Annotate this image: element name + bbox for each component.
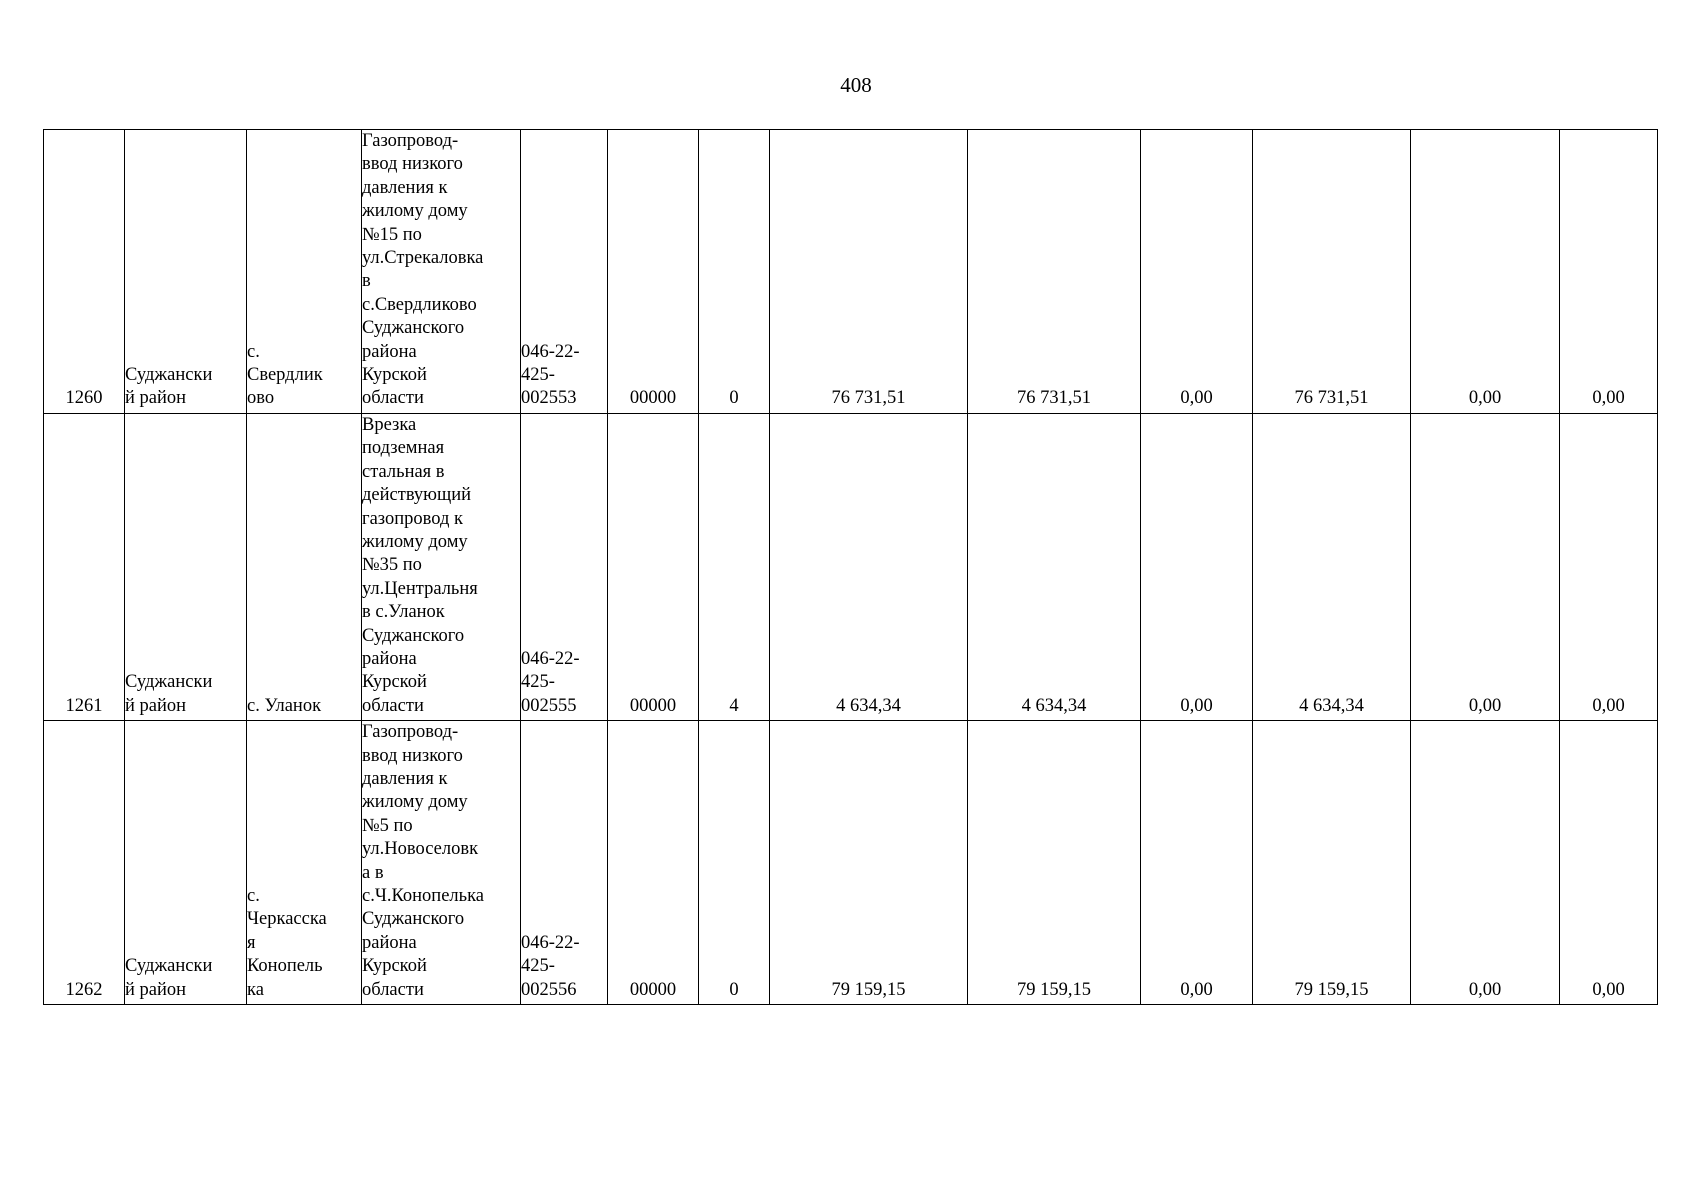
quantity-cell: 0 (699, 130, 770, 414)
table-row (44, 413, 1658, 720)
settlement-cell: с. Черкасска я Конопель ка (247, 721, 362, 1005)
value-cell: 0,00 (1560, 721, 1658, 1005)
value-cell: 4 634,34 (770, 413, 968, 720)
table-row (44, 721, 1658, 1005)
row-number-cell: 1260 (44, 130, 125, 414)
page-number: 408 (840, 73, 872, 97)
code-zeros-cell: 00000 (608, 413, 699, 720)
inventory-code-cell: 046-22- 425- 002555 (521, 413, 608, 720)
value-cell: 4 634,34 (1253, 413, 1411, 720)
settlement-cell: с. Уланок (247, 413, 362, 720)
value-cell: 0,00 (1411, 413, 1560, 720)
row-number-cell: 1262 (44, 721, 125, 1005)
value-cell: 79 159,15 (770, 721, 968, 1005)
quantity-cell: 0 (699, 721, 770, 1005)
table-row (44, 130, 1658, 414)
inventory-code-cell: 046-22- 425- 002556 (521, 721, 608, 1005)
value-cell: 0,00 (1141, 413, 1253, 720)
inventory-code-cell: 046-22- 425- 002553 (521, 130, 608, 414)
object-name-cell: Газопровод- ввод низкого давления к жилому дому №5 по ул.Новоселовк а в с.Ч.Конопелька Суджанского района Курской области (362, 721, 521, 1005)
value-cell: 76 731,51 (968, 130, 1141, 414)
value-cell: 0,00 (1411, 130, 1560, 414)
value-cell: 79 159,15 (968, 721, 1141, 1005)
value-cell: 0,00 (1141, 721, 1253, 1005)
row-number-cell: 1261 (44, 413, 125, 720)
object-name-cell: Врезка подземная стальная в действующий газопровод к жилому дому №35 по ул.Центральня в с.Уланок Суджанского района Курской области (362, 413, 521, 720)
object-name-cell: Газопровод- ввод низкого давления к жилому дому №15 по ул.Стрекаловка в с.Свердликово Суджанского района Курской области (362, 130, 521, 414)
district-cell: Суджански й район (125, 130, 247, 414)
value-cell: 0,00 (1141, 130, 1253, 414)
value-cell: 76 731,51 (770, 130, 968, 414)
value-cell: 79 159,15 (1253, 721, 1411, 1005)
value-cell: 4 634,34 (968, 413, 1141, 720)
code-zeros-cell: 00000 (608, 721, 699, 1005)
value-cell: 76 731,51 (1253, 130, 1411, 414)
value-cell: 0,00 (1411, 721, 1560, 1005)
quantity-cell: 4 (699, 413, 770, 720)
district-cell: Суджански й район (125, 413, 247, 720)
value-cell: 0,00 (1560, 413, 1658, 720)
district-cell: Суджански й район (125, 721, 247, 1005)
code-zeros-cell: 00000 (608, 130, 699, 414)
settlement-cell: с. Свердлик ово (247, 130, 362, 414)
value-cell: 0,00 (1560, 130, 1658, 414)
registry-table (43, 129, 1658, 1005)
